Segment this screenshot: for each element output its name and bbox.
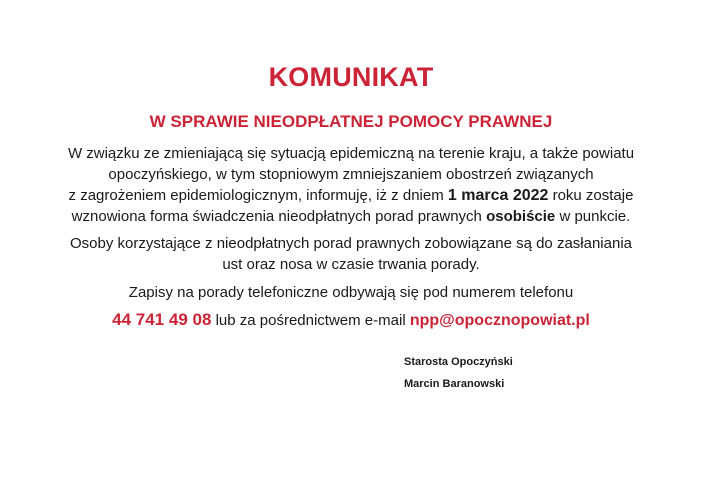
phone-number[interactable]: 44 741 49 08	[112, 310, 212, 329]
paragraph2-line2: ust oraz nosa w czasie trwania porady.	[222, 256, 480, 273]
paragraph3-line1: Zapisy na porady telefoniczne odbywają się pod numerem telefonu	[128, 284, 574, 301]
paragraph1-line2: opoczyńskiego, w tym stopniowym zmniejszaniem obostrzeń związanych	[108, 166, 594, 183]
paragraph-reopening-info	[40, 143, 662, 227]
paragraph-mask-requirement	[40, 233, 662, 275]
document-subtitle: W SPRAWIE NIEODPŁATNEJ POMOCY PRAWNEJ	[149, 112, 553, 131]
paragraph1-line3-before: z zagrożeniem epidemiologicznym, informuję, iż z dniem	[68, 187, 448, 204]
document-title: KOMUNIKAT	[268, 62, 434, 92]
email-link[interactable]: npp@opocznopowiat.pl	[409, 312, 590, 329]
paragraph1-line1: W związku ze zmieniającą się sytuacją epidemiczną na terenie kraju, a także powiatu	[67, 145, 635, 162]
signature-name: Marcin Baranowski	[404, 378, 505, 390]
signature-position: Starosta Opoczyński	[404, 356, 513, 368]
contact-line	[0, 309, 702, 332]
paragraph1-line4-after: w punkcie.	[555, 208, 631, 225]
paragraph2-line1: Osoby korzystające z nieodpłatnych porad prawnych zobowiązane są do zasłaniania	[70, 235, 632, 252]
contact-middle-text: lub za pośrednictwem e-mail	[211, 312, 410, 329]
paragraph-registration	[40, 282, 662, 303]
reopening-date: 1 marca 2022	[447, 187, 549, 204]
in-person-emphasis: osobiście	[486, 208, 556, 225]
paragraph1-line4-before: wznowiona forma świadczenia nieodpłatnych porad prawnych	[71, 208, 487, 225]
paragraph1-line3-after: roku zostaje	[548, 187, 634, 204]
